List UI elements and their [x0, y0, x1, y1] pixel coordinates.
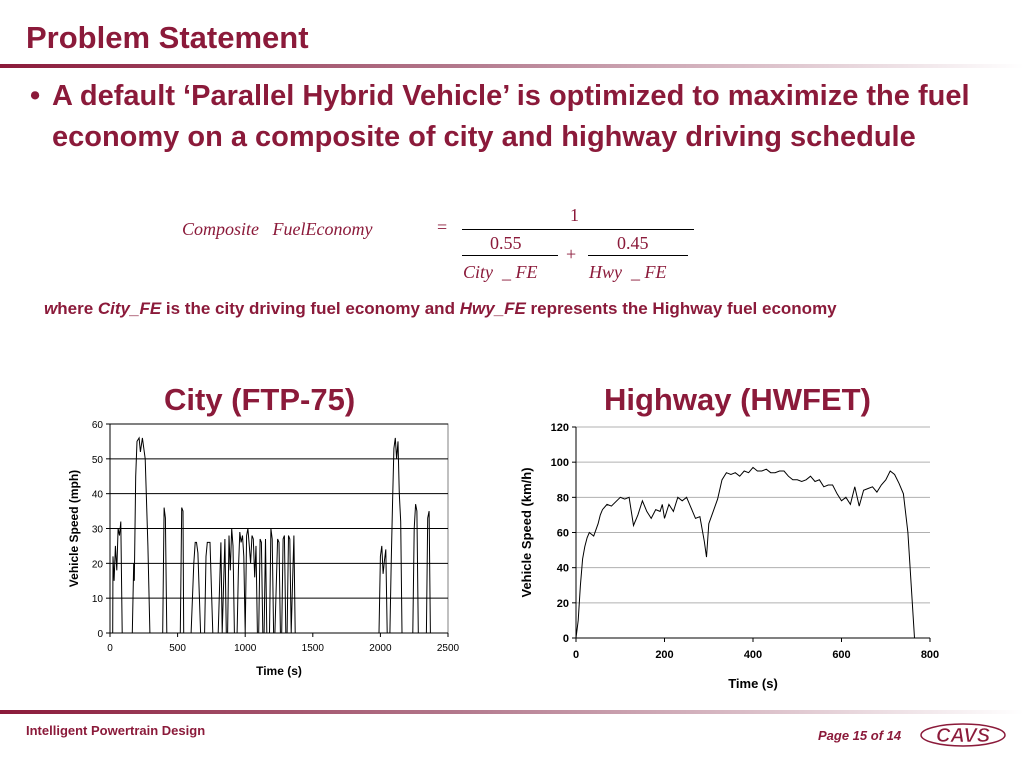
- main-fraction-bar: [462, 229, 694, 230]
- highway-speed-chart: [515, 418, 945, 700]
- city-speed-chart: [60, 415, 470, 685]
- x-axis-label: Time (s): [256, 664, 302, 678]
- equation-numerator: 1: [570, 205, 579, 225]
- definition-mid: is the city driving fuel economy and: [161, 299, 460, 318]
- highway-chart-title: Highway (HWFET): [604, 382, 871, 417]
- speed-series-line: [576, 467, 915, 638]
- x-tick-label: 200: [655, 649, 674, 661]
- term1-fraction-bar: [462, 255, 558, 256]
- term2-numerator: 0.45: [617, 233, 649, 253]
- definition-end: represents the Highway fuel economy: [525, 299, 837, 318]
- x-tick-label: 1500: [301, 643, 324, 654]
- footer-page-number: Page 15 of 14: [818, 728, 902, 743]
- y-tick-label: 40: [556, 562, 569, 575]
- y-tick-label: 0: [97, 629, 103, 640]
- city-chart-title: City (FTP-75): [164, 382, 356, 417]
- y-tick-label: 60: [556, 527, 569, 540]
- term2-denominator: Hwy _ FE: [589, 262, 667, 282]
- definition-line: [44, 299, 837, 319]
- x-tick-label: 2000: [369, 643, 392, 654]
- x-axis-label: Time (s): [728, 676, 778, 691]
- x-tick-label: 1000: [234, 643, 257, 654]
- y-tick-label: 20: [556, 597, 569, 610]
- slide-title: Problem Statement: [26, 20, 309, 55]
- x-tick-label: 500: [169, 643, 186, 654]
- equation-lhs: Composite FuelEconomy: [182, 219, 373, 239]
- y-tick-label: 60: [91, 420, 103, 431]
- y-tick-label: 40: [91, 489, 103, 501]
- definition-here: here: [57, 299, 98, 318]
- svg-text:CAVS: CAVS: [935, 725, 991, 747]
- footer-divider: [0, 710, 1024, 714]
- x-tick-label: 2500: [436, 643, 460, 654]
- y-tick-label: 50: [91, 454, 103, 466]
- term1-numerator: 0.55: [490, 233, 522, 253]
- y-tick-label: 120: [550, 422, 569, 434]
- speed-series-line: [110, 438, 448, 633]
- y-tick-label: 30: [91, 524, 103, 536]
- bullet-marker: •: [30, 80, 41, 112]
- definition-city-fe: City_FE: [97, 299, 162, 318]
- y-tick-label: 100: [550, 457, 569, 470]
- x-tick-label: 0: [572, 649, 580, 661]
- y-tick-label: 20: [91, 559, 103, 571]
- definition-hwy-fe: Hwy_FE: [459, 299, 526, 318]
- footer-course-name: Intelligent Powertrain Design: [26, 723, 206, 738]
- y-axis-label: Vehicle Speed (mph): [67, 469, 81, 588]
- x-tick-label: 0: [107, 643, 113, 654]
- x-tick-label: 800: [920, 649, 940, 661]
- term2-fraction-bar: [588, 255, 688, 256]
- cavs-logo: [920, 721, 1006, 749]
- bullet-text: A default ‘Parallel Hybrid Vehicle’ is optimized to maximize the fuel economy on a composite of city and highway driving schedule: [52, 80, 970, 153]
- x-tick-label: 600: [832, 649, 851, 661]
- y-axis-label: Vehicle Speed (km/h): [519, 467, 534, 598]
- title-divider: [0, 64, 1024, 68]
- definition-w: w: [44, 299, 58, 318]
- equation-plus: +: [566, 244, 577, 264]
- y-tick-label: 0: [562, 633, 569, 645]
- y-tick-label: 10: [91, 594, 103, 606]
- x-tick-label: 400: [743, 649, 763, 661]
- term1-denominator: City _ FE: [463, 262, 538, 282]
- y-tick-label: 80: [556, 492, 569, 505]
- equation-equals: =: [437, 217, 448, 237]
